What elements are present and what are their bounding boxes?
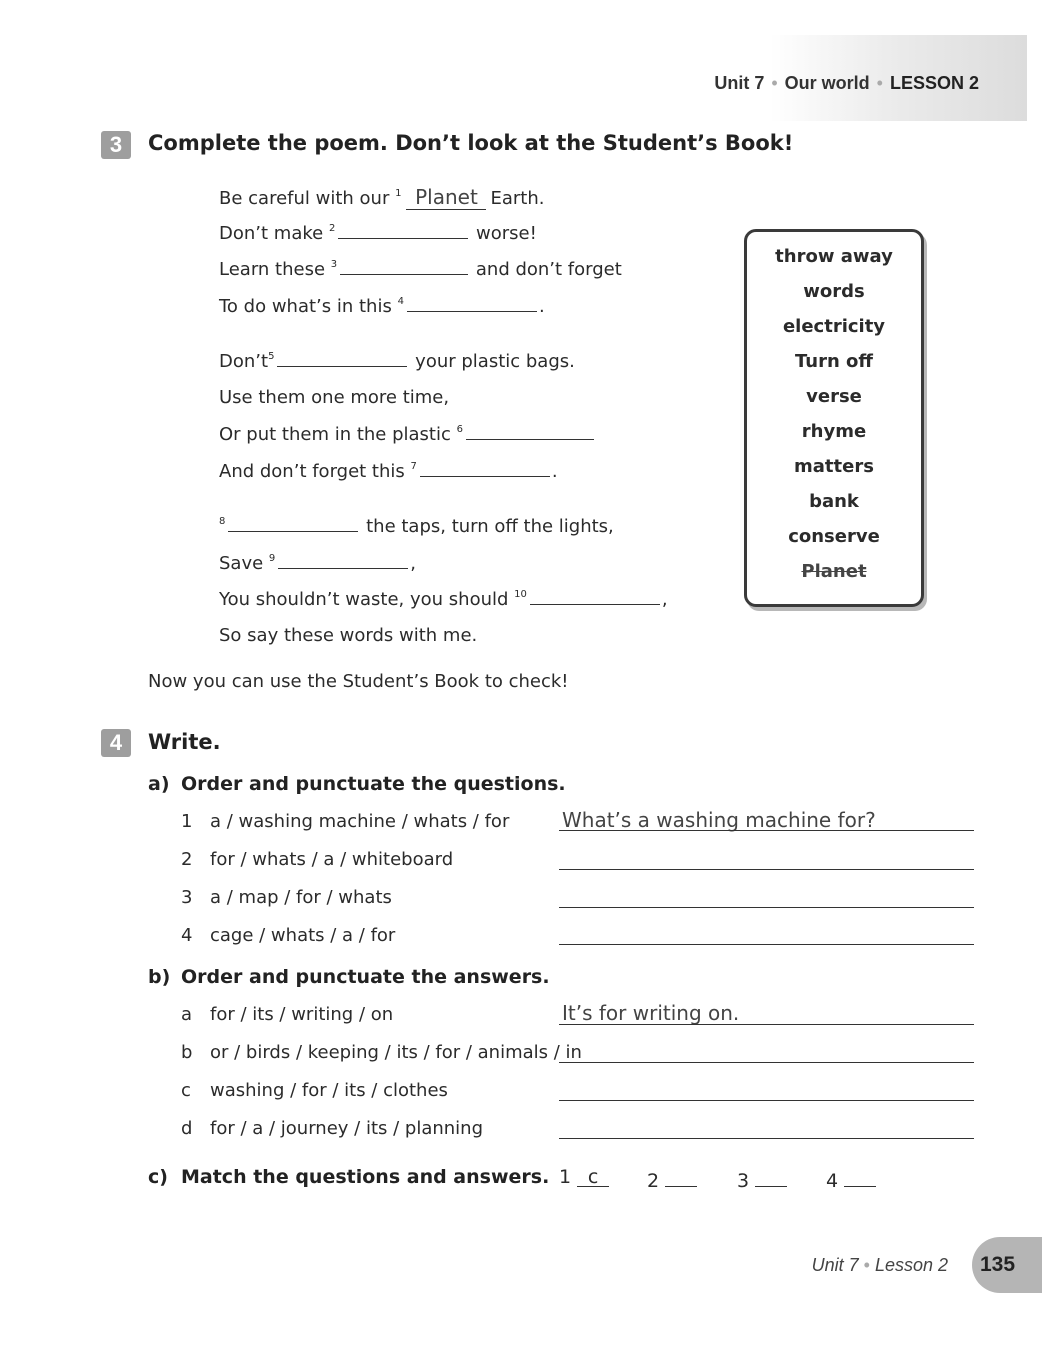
poem-text: So say these words with me. — [219, 625, 478, 646]
part-a-heading — [148, 773, 566, 795]
match-number: 2 — [647, 1170, 660, 1192]
match-blank[interactable] — [665, 1166, 697, 1187]
part-heading-text: Order and punctuate the answers. — [181, 966, 550, 988]
poem-text: worse! — [476, 223, 537, 244]
word-box-item: throw away — [775, 246, 893, 267]
answer-line[interactable] — [559, 1100, 974, 1101]
poem-text: And don’t forget this — [219, 461, 405, 482]
exercise-3-number: 3 — [101, 131, 131, 159]
poem-line-4 — [219, 295, 545, 317]
item-number: 3 — [181, 887, 193, 908]
answer-text: What’s a washing machine for? — [562, 808, 876, 832]
poem-line-11 — [219, 588, 668, 610]
part-label: b) — [148, 966, 171, 988]
blank-number: 8 — [219, 516, 226, 527]
word-box-item: conserve — [788, 526, 880, 547]
item-text: or / birds / keeping / its / for / animals / in — [210, 1042, 582, 1063]
item-text: for / its / writing / on — [210, 1004, 394, 1025]
poem-text: Don’t make — [219, 223, 324, 244]
item-text: a / map / for / whats — [210, 887, 392, 908]
check-note: Now you can use the Student’s Book to check! — [148, 671, 569, 692]
answer-item-c — [181, 1080, 448, 1101]
blank-number: 6 — [456, 424, 463, 435]
answer-item-b — [181, 1042, 582, 1063]
part-label: a) — [148, 773, 170, 795]
answer-line[interactable] — [559, 1138, 974, 1139]
poem-text: Learn these — [219, 259, 326, 280]
poem-line-9 — [219, 515, 614, 537]
match-blank[interactable] — [844, 1166, 876, 1187]
word-box-item: verse — [806, 386, 862, 407]
blank-number: 2 — [328, 223, 336, 234]
answer-blank-10[interactable] — [530, 588, 660, 605]
poem-line-7 — [219, 423, 596, 445]
question-item-3 — [181, 887, 392, 908]
word-box-item: words — [803, 281, 865, 302]
blank-number: 5 — [268, 351, 275, 362]
poem-line-1 — [219, 185, 544, 210]
poem-line-6 — [219, 387, 449, 408]
match-blank[interactable]: c — [577, 1166, 609, 1187]
answer-blank-8[interactable] — [228, 515, 358, 532]
part-label: c) — [148, 1166, 168, 1188]
item-number: 2 — [181, 849, 193, 870]
item-text: for / whats / a / whiteboard — [210, 849, 454, 870]
answer-item-d — [181, 1118, 483, 1139]
poem-line-12 — [219, 625, 477, 646]
poem-text: Don’t — [219, 351, 269, 372]
part-heading-text: Match the questions and answers. — [181, 1166, 550, 1188]
answer-blank-9[interactable] — [278, 552, 408, 569]
poem-text: You shouldn’t waste, you should — [219, 589, 509, 610]
poem-line-3 — [219, 258, 622, 280]
poem-text: Save — [219, 553, 264, 574]
header-unit: Unit 7 — [714, 73, 765, 93]
poem-text: Or put them in the plastic — [219, 424, 451, 445]
exercise-4-title: Write. — [148, 730, 221, 754]
match-pair-1 — [559, 1166, 609, 1188]
item-letter: d — [181, 1118, 193, 1139]
blank-number: 1 — [395, 188, 402, 199]
match-pair-3 — [737, 1166, 787, 1192]
blank-number: 3 — [330, 259, 338, 270]
poem-line-2 — [219, 222, 537, 244]
answer-line[interactable] — [559, 907, 974, 908]
match-number: 4 — [826, 1170, 839, 1192]
word-box-item: matters — [794, 456, 874, 477]
answer-blank-5[interactable] — [277, 350, 407, 367]
item-text: cage / whats / a / for — [210, 925, 396, 946]
word-box — [744, 229, 924, 607]
match-pair-4 — [826, 1166, 876, 1192]
poem-text: , — [410, 553, 417, 574]
poem-text: . — [538, 296, 545, 317]
question-item-4 — [181, 925, 395, 946]
item-text: for / a / journey / its / planning — [210, 1118, 483, 1139]
poem-text: Earth. — [490, 188, 545, 209]
word-box-item: rhyme — [801, 421, 867, 442]
item-number: 4 — [181, 925, 193, 946]
bullet-icon: • — [858, 1255, 875, 1275]
question-item-1 — [181, 811, 509, 832]
bullet-icon: • — [766, 73, 783, 93]
header-section: Our world — [784, 73, 870, 93]
item-letter: a — [181, 1004, 193, 1025]
answer-line[interactable] — [559, 944, 974, 945]
answer-text: It’s for writing on. — [562, 1001, 740, 1025]
poem-text: Use them one more time, — [219, 387, 450, 408]
answer-item-a — [181, 1004, 393, 1025]
poem-text: and don’t forget — [475, 259, 622, 280]
poem-text: , — [661, 589, 668, 610]
item-number: 1 — [181, 811, 193, 832]
blank-number: 4 — [397, 296, 404, 307]
match-pair-2 — [647, 1166, 697, 1192]
match-blank[interactable] — [755, 1166, 787, 1187]
answer-blank-7[interactable] — [420, 460, 550, 477]
poem-text: . — [551, 461, 558, 482]
part-c-heading — [148, 1166, 549, 1188]
answer-blank-6[interactable] — [466, 423, 594, 440]
part-heading-text: Order and punctuate the questions. — [181, 773, 566, 795]
word-box-item: Turn off — [794, 351, 874, 372]
answer-line[interactable] — [559, 1062, 974, 1063]
item-text: a / washing machine / whats / for — [210, 811, 510, 832]
answer-blank-1[interactable]: Planet — [406, 185, 486, 210]
page-number: 135 — [972, 1237, 1042, 1293]
word-box-item: electricity — [782, 316, 886, 337]
poem-text: To do what’s in this — [219, 296, 392, 317]
question-item-2 — [181, 849, 453, 870]
item-letter: c — [181, 1080, 191, 1101]
poem-text: the taps, turn off the lights, — [366, 516, 614, 537]
footer-lesson: Lesson 2 — [874, 1255, 948, 1275]
answer-line[interactable] — [559, 830, 974, 831]
word-box-item: bank — [809, 491, 859, 512]
footer-unit: Unit 7 — [811, 1255, 859, 1275]
exercise-3-title: Complete the poem. Don’t look at the Student’s Book! — [148, 131, 794, 155]
exercise-4-number: 4 — [101, 729, 131, 757]
page-footer — [812, 1255, 948, 1276]
answer-line[interactable] — [559, 1024, 974, 1025]
answer-blank-2[interactable] — [338, 222, 468, 239]
match-number: 1 — [559, 1166, 572, 1188]
item-letter: b — [181, 1042, 193, 1063]
answer-line[interactable] — [559, 869, 974, 870]
blank-number: 10 — [514, 589, 527, 600]
poem-line-5 — [219, 350, 575, 372]
answer-blank-4[interactable] — [407, 295, 537, 312]
answer-blank-3[interactable] — [340, 258, 468, 275]
poem-line-8 — [219, 460, 558, 482]
blank-number: 9 — [268, 553, 276, 564]
poem-text: your plastic bags. — [415, 351, 575, 372]
blank-number: 7 — [410, 461, 417, 472]
page-header — [714, 73, 979, 94]
poem-text: Be careful with our — [219, 188, 390, 209]
match-number: 3 — [737, 1170, 750, 1192]
bullet-icon: • — [871, 73, 888, 93]
part-b-heading — [148, 966, 550, 988]
item-text: washing / for / its / clothes — [210, 1080, 448, 1101]
header-lesson: LESSON 2 — [889, 73, 979, 93]
poem-line-10 — [219, 552, 416, 574]
word-box-item-used: Planet — [801, 561, 867, 582]
